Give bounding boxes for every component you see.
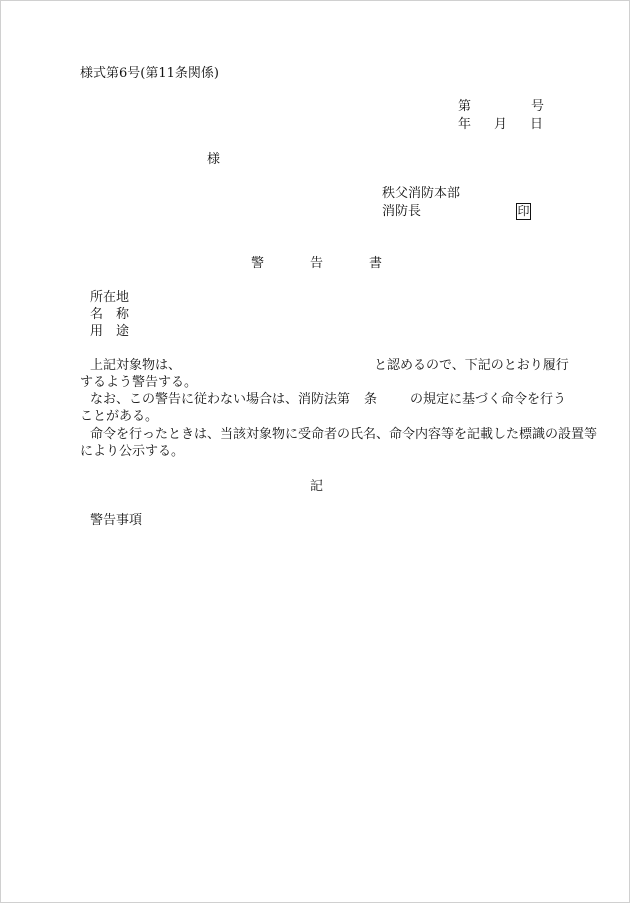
- body-p1-line2: するよう警告する。: [80, 375, 198, 390]
- form-label: 様式第6号(第11条関係): [80, 66, 219, 81]
- ki-heading: 記: [310, 479, 324, 494]
- body-p2-end: の規定に基づく命令を行う: [410, 392, 567, 407]
- addressee-suffix: 様: [207, 152, 221, 167]
- seal-mark: 印: [517, 204, 530, 218]
- field-name-label-b: 称: [116, 307, 130, 322]
- body-p2-line2: ことがある。: [80, 409, 159, 424]
- date-year: 年: [458, 117, 472, 132]
- body-p3-line1: 命令を行ったときは、当該対象物に受命者の氏名、命令内容等を記載した標識の設置等: [90, 427, 598, 442]
- body-p1-end: と認めるので、下記のとおり履行: [374, 358, 569, 373]
- warning-items-label: 警告事項: [90, 513, 143, 528]
- issuer-title: 消防長: [382, 204, 422, 219]
- body-p2-start: なお、この警告に従わない場合は、消防法第: [90, 392, 351, 407]
- doc-title-char-3: 書: [369, 256, 383, 271]
- date-day: 日: [530, 117, 544, 132]
- doc-title-char-2: 告: [310, 256, 324, 271]
- body-p3-line2: により公示する。: [80, 444, 185, 459]
- body-p2-mid: 条: [364, 392, 378, 407]
- field-use-label-b: 途: [116, 324, 130, 339]
- doc-number-suffix: 号: [531, 99, 545, 114]
- issuer-org: 秩父消防本部: [382, 186, 461, 201]
- field-name-label-a: 名: [90, 307, 104, 322]
- body-p1-start: 上記対象物は、: [90, 358, 182, 373]
- doc-number-prefix: 第: [458, 99, 472, 114]
- field-location-label: 所在地: [90, 290, 130, 305]
- field-use-label-a: 用: [90, 324, 104, 339]
- date-month: 月: [494, 117, 508, 132]
- doc-title-char-1: 警: [251, 256, 265, 271]
